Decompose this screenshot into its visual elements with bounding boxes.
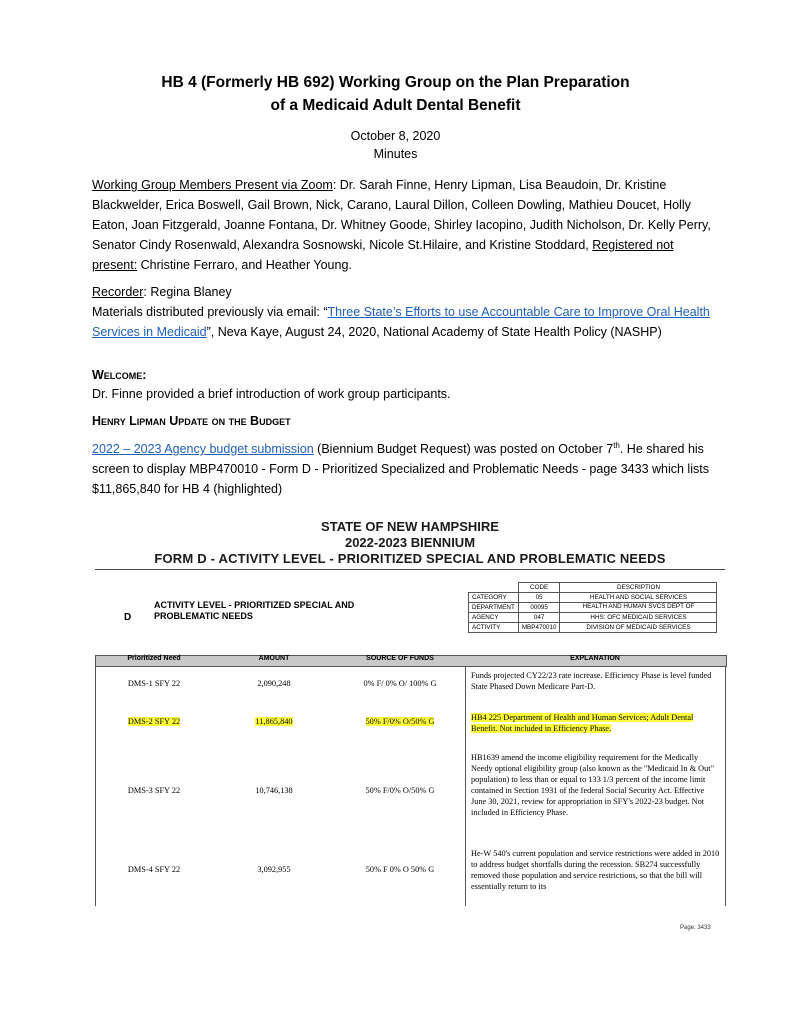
highlight-explanation: HB4 225 Department of Health and Human Services; Adult Dental Benefit. Not included in Efficiency Phase. (471, 713, 694, 733)
description-header: DESCRIPTION (560, 583, 717, 593)
budget-superscript: th (613, 441, 620, 450)
document-title-line1: HB 4 (Formerly HB 692) Working Group on the Plan Preparation (161, 74, 630, 91)
row-need: DMS-3 SFY 22 (127, 786, 181, 795)
not-present-list: Christine Ferraro, and Heather Young. (137, 258, 352, 272)
minutes-label: Minutes (373, 147, 418, 161)
code-row-desc: HEALTH AND SOCIAL SERVICES (560, 593, 717, 603)
meeting-date: October 8, 2020 (350, 129, 441, 143)
form-heading-state: STATE OF NEW HAMPSHIRE (321, 519, 499, 534)
recorder-paragraph (92, 282, 714, 342)
form-d-image (90, 516, 730, 916)
row-need: DMS-1 SFY 22 (127, 679, 181, 688)
code-row-code: 00095 (518, 603, 560, 613)
form-subtitle: ACTIVITY LEVEL - PRIORITIZED SPECIAL AND PROBLEMATIC NEEDS (154, 600, 355, 621)
row-amount: 10,746,138 (255, 786, 293, 795)
highlight-source: 50% F/0% O/50% G (365, 717, 435, 726)
page-number: Page: 3433 (680, 925, 711, 931)
row-amount-highlighted (213, 717, 335, 726)
code-row (469, 613, 717, 623)
row-explanation: He-W 540's current population and service restrictions were added in 2010 to address budget shortfalls during the recession. SB274 successfully removed those population and service restrictions, so that the bill will essentially return to its (471, 849, 720, 891)
col-header-need: Prioritized Need (127, 655, 181, 662)
form-letter: D (124, 612, 132, 623)
code-row-code: MBP470010 (518, 623, 560, 633)
row-need-highlighted (95, 717, 213, 726)
code-table-header (469, 583, 717, 593)
code-row (469, 623, 717, 633)
code-row-desc: HHS: OFC MEDICAID SERVICES (560, 613, 717, 623)
row-need: DMS-4 SFY 22 (127, 865, 181, 874)
code-row-desc: HEALTH AND HUMAN SVCS DEPT OF (560, 603, 717, 613)
code-row-label: DEPARTMENT (469, 603, 519, 613)
col-header-amount: AMOUNT (258, 655, 290, 662)
materials-link[interactable]: Three State’s Efforts to use Accountable Care to Improve Oral Health Services in Medicaid (92, 305, 710, 339)
row-explanation: HB1639 amend the income eligibility requirement for the Medically Needy optional eligibility group (also known as the "Medicaid In & Out" population) to less than or equal to 133 1/3 percent of the income limit contained in Section 1931 of the federal Social Security Act. Effective June 30, 2021, review for appropriation in SFY's 2022-23 budget. Not included in Efficiency Phase. (471, 753, 714, 817)
highlight-amount: 11,865,840 (255, 717, 293, 726)
recorder-label: Recorder (92, 285, 144, 299)
members-present-label: Working Group Members Present via Zoom (92, 178, 333, 192)
col-header-source: SOURCE OF FUNDS (366, 655, 434, 662)
col-header-explanation: EXPLANATION (570, 655, 620, 662)
row-source-highlighted (335, 717, 465, 726)
table-border (465, 666, 466, 906)
code-row (469, 593, 717, 603)
materials-prefix: Materials distributed previously via email: “ (92, 305, 328, 319)
table-border (725, 666, 726, 906)
code-row-label: AGENCY (469, 613, 519, 623)
budget-text-2: . He shared his screen to display MBP470010 - Form D - Prioritized Specialized and Problematic Needs - page 3433 which lists $11,865,840 for HB 4 (highlighted) (92, 442, 709, 497)
row-explanation-highlighted (471, 712, 721, 734)
document-title-line2: of a Medicaid Adult Dental Benefit (270, 97, 521, 114)
materials-suffix: ”, Neva Kaye, August 24, 2020, National Academy of State Health Policy (NASHP) (206, 325, 662, 339)
code-row (469, 603, 717, 613)
budget-heading: Henry Lipman Update on the Budget (92, 414, 291, 428)
budget-paragraph (92, 436, 714, 499)
welcome-heading: Welcome: (92, 368, 147, 382)
members-present-list: : Dr. Sarah Finne, Henry Lipman, Lisa Beaudoin, Dr. Kristine Blackwelder, Erica Boswell, Gail Brown, Nick, Carano, Laural Dillon, Colleen Dowling, Mathieu Doucet, Holly Eaton, Joan Fitzgerald, Joanne Fontana, Dr. Whitney Goode, Shirley Iacopino, Judith Nicholson, Dr. Kelly Perry, Senator Cindy Rosenwald, Alexandra Sosnowski, Nicole St.Hilaire, and Kristine Stoddard, (92, 178, 711, 252)
code-table (468, 582, 717, 633)
code-row-code: 05 (518, 593, 560, 603)
code-header: CODE (518, 583, 560, 593)
row-source: 50% F 0% O 50% G (365, 865, 435, 874)
recorder-name: : Regina Blaney (143, 285, 232, 299)
highlight-need: DMS-2 SFY 22 (127, 717, 181, 726)
form-heading-biennium: 2022-2023 BIENNIUM (344, 535, 476, 550)
row-source: 50% F/0% O/50% G (365, 786, 435, 795)
budget-text-1: (Biennium Budget Request) was posted on October 7 (313, 442, 614, 457)
row-amount: 3,092,955 (257, 865, 291, 874)
attendance-paragraph (92, 175, 714, 275)
form-heading-title: FORM D - ACTIVITY LEVEL - PRIORITIZED SPECIAL AND PROBLEMATIC NEEDS (154, 551, 666, 566)
budget-submission-link[interactable]: 2022 – 2023 Agency budget submission (92, 442, 314, 457)
welcome-text: Dr. Finne provided a brief introduction of work group participants. (92, 387, 451, 401)
code-row-desc: DIVISION OF MEDICAID SERVICES (560, 623, 717, 633)
row-explanation: Funds projected CY22/23 rate increase. Efficiency Phase is level funded State Phased Down Medicare Part-D. (471, 671, 712, 691)
row-source: 0% F/ 0% O/ 100% G (363, 679, 437, 688)
code-row-label: CATEGORY (469, 593, 519, 603)
form-divider (95, 569, 725, 570)
not-present-label: Registered not present: (92, 238, 674, 272)
row-amount: 2,090,248 (257, 679, 291, 688)
code-row-label: ACTIVITY (469, 623, 519, 633)
code-row-code: 047 (518, 613, 560, 623)
